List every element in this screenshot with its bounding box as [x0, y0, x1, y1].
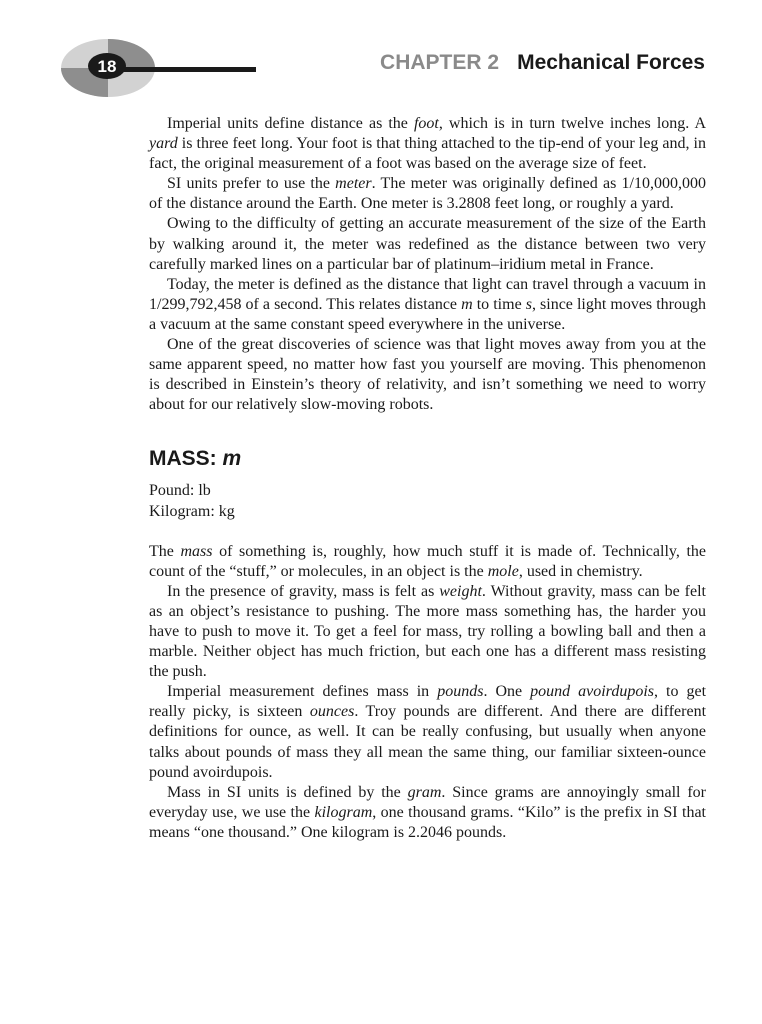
paragraph	[149, 214, 706, 274]
section-heading-label: MASS:	[149, 447, 217, 471]
text-run: In the presence of gravity, mass is felt as	[167, 582, 440, 600]
unit-pound: Pound: lb	[149, 482, 211, 500]
text-run: . Since grams are annoyingly small for everyday use, we use the	[149, 783, 707, 821]
section-heading-mass	[149, 446, 706, 472]
text-run: to time	[472, 295, 526, 313]
text-run: Today, the meter is defined as the distance that light can travel through a vacuum in 1/299,792,458 of a second. This relates distance	[149, 275, 706, 313]
text-run: is three feet long. Your foot is that thing attached to the tip-end of your leg and, in fact, the original measurement of a foot was based on the average size of feet.	[149, 135, 706, 173]
paragraph	[149, 335, 706, 415]
emphasized-term: meter	[335, 175, 372, 193]
intro-section	[149, 114, 706, 415]
chapter-title: Mechanical Forces	[517, 51, 705, 74]
emphasized-term: pound avoirdupois	[530, 683, 654, 701]
text-run: , used in chemistry.	[518, 562, 643, 580]
text-run: , which is in turn twelve inches long. A	[438, 115, 706, 132]
emphasized-term: weight	[439, 582, 482, 600]
mass-section	[149, 542, 706, 843]
text-run: SI units prefer to use the	[167, 175, 336, 193]
paragraph	[149, 783, 706, 843]
text-run: . Without gravity, mass can be felt as an object’s resistance to pushing. The more mass something has, the harder you have to push to move it. To get a feel for mass, try rolling a bowling ball and then a marble. Neither object has much friction, but each one has a different mass resisting the push.	[149, 582, 706, 681]
text-run: , since light moves through a vacuum at the same constant speed everywhere in the universe.	[149, 295, 706, 333]
emphasized-term: pounds	[437, 683, 484, 701]
emphasized-term: yard	[149, 135, 178, 153]
paragraph	[149, 114, 706, 174]
page-body	[149, 114, 706, 843]
unit-kilogram: Kilogram: kg	[149, 502, 235, 520]
text-run: . The meter was originally defined as 1/10,000,000 of the distance around the Earth. One meter is 3.2808 feet long, or roughly a yard.	[149, 175, 706, 213]
text-run: . One	[483, 683, 531, 701]
text-run: Imperial measurement defines mass in	[167, 683, 438, 701]
section-heading-variable: m	[222, 447, 242, 471]
paragraph	[149, 582, 706, 682]
header-rule	[118, 67, 256, 72]
page-number: 18	[97, 57, 117, 76]
paragraph	[149, 275, 706, 335]
text-run: Owing to the difficulty of getting an accurate measurement of the size of the Earth by walking around it, the meter was redefined as the distance between two very carefully marked lines on a particular bar of platinum–iridium metal in France.	[149, 215, 706, 273]
emphasized-term: m	[461, 295, 473, 313]
unit-list	[149, 481, 706, 521]
text-run: , to get really picky, is sixteen	[149, 683, 707, 721]
emphasized-term: ounces	[309, 703, 355, 721]
emphasized-term: s	[525, 295, 532, 313]
emphasized-term: mass	[180, 542, 213, 560]
paragraph	[149, 542, 706, 582]
paragraph	[149, 682, 706, 782]
text-run: Mass in SI units is defined by the	[167, 783, 408, 801]
page-header	[0, 0, 762, 110]
text-run: The	[149, 542, 181, 560]
emphasized-term: foot	[413, 115, 439, 132]
chapter-label: CHAPTER 2	[380, 51, 500, 74]
text-run: . Troy pounds are different. And there are different definitions for ounce, as well. It can be really confusing, but usually when anyone talks about pounds of mass they all mean the same thing, our familiar sixteen-ounce pound avoirdupois.	[149, 703, 707, 781]
emphasized-term: kilogram	[314, 803, 373, 821]
emphasized-term: mole	[487, 562, 519, 580]
text-run: One of the great discoveries of science was that light moves away from you at the same apparent speed, no matter how fast you yourself are moving. This phenomenon is described in Einstein’s theory of relativity, and isn’t something we need to worry about for our relatively slow-moving robots.	[149, 336, 706, 414]
text-run: , one thousand grams. “Kilo” is the prefix in SI that means “one thousand.” One kilogram is 2.2046 pounds.	[149, 803, 706, 841]
paragraph	[149, 174, 706, 214]
chapter-heading	[380, 51, 705, 75]
text-run: Imperial units define distance as the	[167, 115, 414, 132]
emphasized-term: gram	[407, 783, 442, 801]
text-run: of something is, roughly, how much stuff it is made of. Technically, the count of the “stuff,” or molecules, in an object is the	[149, 542, 707, 580]
